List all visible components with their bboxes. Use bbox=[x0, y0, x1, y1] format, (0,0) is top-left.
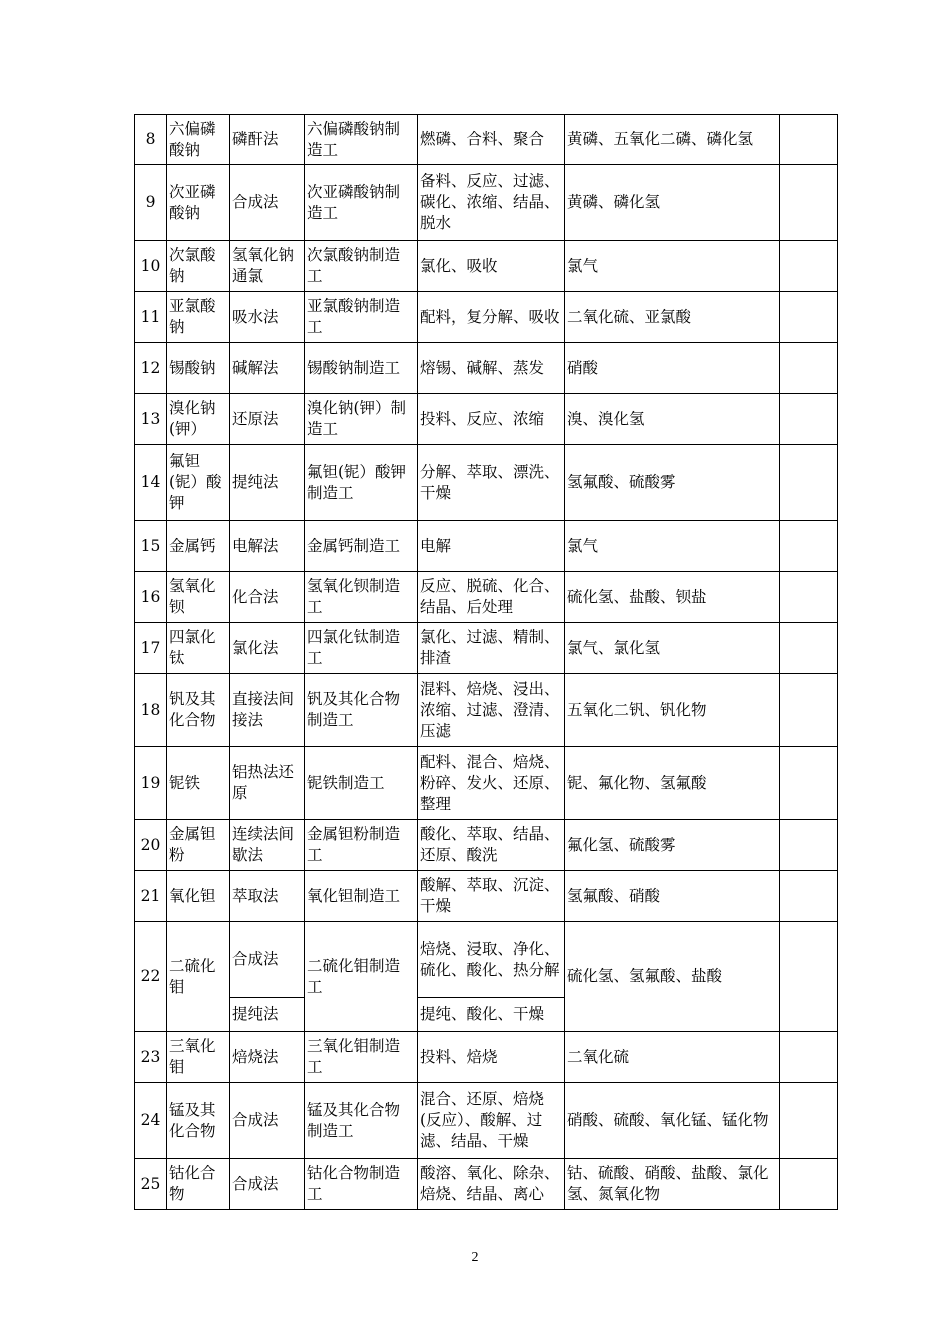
job-title: 溴化钠(钾）制造工 bbox=[305, 394, 418, 445]
product-name: 氢氧化钡 bbox=[167, 572, 230, 623]
remarks bbox=[780, 1032, 838, 1083]
process-steps: 电解 bbox=[418, 521, 565, 572]
job-title: 锡酸钠制造工 bbox=[305, 343, 418, 394]
process-steps: 熔锡、碱解、蒸发 bbox=[418, 343, 565, 394]
production-method: 合成法 bbox=[230, 165, 305, 241]
process-steps: 混料、焙烧、浸出、浓缩、过滤、澄清、压滤 bbox=[418, 674, 565, 747]
job-title: 三氧化钼制造工 bbox=[305, 1032, 418, 1083]
process-steps: 焙烧、浸取、净化、硫化、酸化、热分解 bbox=[418, 922, 565, 998]
hazardous-substances: 黄磷、磷化氢 bbox=[565, 165, 780, 241]
job-title: 钒及其化合物制造工 bbox=[305, 674, 418, 747]
product-name: 金属钽粉 bbox=[167, 820, 230, 871]
table-row bbox=[135, 1032, 838, 1083]
process-steps: 氯化、过滤、精制、排渣 bbox=[418, 623, 565, 674]
row-number: 22 bbox=[135, 922, 167, 1032]
job-title: 二硫化钼制造工 bbox=[305, 922, 418, 1032]
row-number: 8 bbox=[135, 115, 167, 165]
job-title: 亚氯酸钠制造工 bbox=[305, 292, 418, 343]
process-steps: 配料、混合、焙烧、粉碎、发火、还原、整理 bbox=[418, 747, 565, 820]
product-name: 亚氯酸钠 bbox=[167, 292, 230, 343]
job-title: 钴化合物制造工 bbox=[305, 1159, 418, 1210]
product-name: 二硫化钼 bbox=[167, 922, 230, 1032]
production-method: 电解法 bbox=[230, 521, 305, 572]
production-method: 提纯法 bbox=[230, 445, 305, 521]
hazardous-substances: 二氧化硫 bbox=[565, 1032, 780, 1083]
row-number: 18 bbox=[135, 674, 167, 747]
row-number: 14 bbox=[135, 445, 167, 521]
process-steps: 反应、脱硫、化合、结晶、后处理 bbox=[418, 572, 565, 623]
production-method: 还原法 bbox=[230, 394, 305, 445]
hazardous-substances: 硫化氢、氢氟酸、盐酸 bbox=[565, 922, 780, 1032]
row-number: 25 bbox=[135, 1159, 167, 1210]
production-method: 吸水法 bbox=[230, 292, 305, 343]
job-title: 四氯化钛制造工 bbox=[305, 623, 418, 674]
hazardous-substances: 氯气、氯化氢 bbox=[565, 623, 780, 674]
product-name: 次氯酸钠 bbox=[167, 241, 230, 292]
table-row bbox=[135, 747, 838, 820]
table-row bbox=[135, 394, 838, 445]
table-row bbox=[135, 165, 838, 241]
remarks bbox=[780, 521, 838, 572]
product-name: 次亚磷酸钠 bbox=[167, 165, 230, 241]
row-number: 12 bbox=[135, 343, 167, 394]
hazardous-substances: 五氧化二钒、钒化物 bbox=[565, 674, 780, 747]
row-number: 13 bbox=[135, 394, 167, 445]
row-number: 15 bbox=[135, 521, 167, 572]
job-title: 铌铁制造工 bbox=[305, 747, 418, 820]
remarks bbox=[780, 394, 838, 445]
table-row bbox=[135, 1083, 838, 1159]
production-method: 合成法 bbox=[230, 1083, 305, 1159]
hazardous-substances: 硫化氢、盐酸、钡盐 bbox=[565, 572, 780, 623]
remarks bbox=[780, 820, 838, 871]
row-number: 19 bbox=[135, 747, 167, 820]
process-steps: 酸解、萃取、沉淀、干燥 bbox=[418, 871, 565, 922]
process-steps: 氯化、吸收 bbox=[418, 241, 565, 292]
remarks bbox=[780, 922, 838, 1032]
remarks bbox=[780, 292, 838, 343]
process-steps: 酸化、萃取、结晶、还原、酸洗 bbox=[418, 820, 565, 871]
job-title: 锰及其化合物制造工 bbox=[305, 1083, 418, 1159]
page-number: 2 bbox=[471, 1250, 479, 1265]
hazardous-substances: 二氧化硫、亚氯酸 bbox=[565, 292, 780, 343]
production-method: 磷酐法 bbox=[230, 115, 305, 165]
hazardous-substances: 氢氟酸、硫酸雾 bbox=[565, 445, 780, 521]
hazardous-substances: 氯气 bbox=[565, 521, 780, 572]
remarks bbox=[780, 1159, 838, 1210]
hazardous-substances: 硝酸 bbox=[565, 343, 780, 394]
remarks bbox=[780, 165, 838, 241]
product-name: 六偏磷酸钠 bbox=[167, 115, 230, 165]
production-method: 氯化法 bbox=[230, 623, 305, 674]
remarks bbox=[780, 674, 838, 747]
table-row bbox=[135, 292, 838, 343]
row-number: 20 bbox=[135, 820, 167, 871]
process-steps: 备料、反应、过滤、碳化、浓缩、结晶、脱水 bbox=[418, 165, 565, 241]
product-name: 金属钙 bbox=[167, 521, 230, 572]
row-number: 21 bbox=[135, 871, 167, 922]
job-title: 氟钽(铌）酸钾制造工 bbox=[305, 445, 418, 521]
table-row bbox=[135, 820, 838, 871]
row-number: 24 bbox=[135, 1083, 167, 1159]
row-number: 17 bbox=[135, 623, 167, 674]
production-method: 提纯法 bbox=[230, 998, 305, 1032]
hazardous-substances: 氢氟酸、硝酸 bbox=[565, 871, 780, 922]
process-steps: 提纯、酸化、干燥 bbox=[418, 998, 565, 1032]
product-name: 溴化钠(钾） bbox=[167, 394, 230, 445]
production-method: 合成法 bbox=[230, 1159, 305, 1210]
product-name: 锡酸钠 bbox=[167, 343, 230, 394]
job-title: 六偏磷酸钠制造工 bbox=[305, 115, 418, 165]
job-title: 金属钙制造工 bbox=[305, 521, 418, 572]
table-row bbox=[135, 521, 838, 572]
table-row bbox=[135, 674, 838, 747]
hazardous-substances: 黄磷、五氧化二磷、磷化氢 bbox=[565, 115, 780, 165]
remarks bbox=[780, 241, 838, 292]
product-name: 铌铁 bbox=[167, 747, 230, 820]
product-name: 锰及其化合物 bbox=[167, 1083, 230, 1159]
row-number: 10 bbox=[135, 241, 167, 292]
table-row bbox=[135, 241, 838, 292]
product-name: 四氯化钛 bbox=[167, 623, 230, 674]
remarks bbox=[780, 343, 838, 394]
table-row bbox=[135, 623, 838, 674]
remarks bbox=[780, 445, 838, 521]
product-name: 氟钽(铌）酸钾 bbox=[167, 445, 230, 521]
table-row bbox=[135, 115, 838, 165]
production-method: 合成法 bbox=[230, 922, 305, 998]
remarks bbox=[780, 747, 838, 820]
job-title: 次亚磷酸钠制造工 bbox=[305, 165, 418, 241]
hazardous-substances: 钴、硫酸、硝酸、盐酸、氯化氢、氮氧化物 bbox=[565, 1159, 780, 1210]
chemical-occupation-table bbox=[134, 114, 838, 1210]
production-method: 连续法间歇法 bbox=[230, 820, 305, 871]
hazardous-substances: 氟化氢、硫酸雾 bbox=[565, 820, 780, 871]
process-steps: 投料、焙烧 bbox=[418, 1032, 565, 1083]
process-steps: 酸溶、氧化、除杂、焙烧、结晶、离心 bbox=[418, 1159, 565, 1210]
production-method: 化合法 bbox=[230, 572, 305, 623]
production-method: 焙烧法 bbox=[230, 1032, 305, 1083]
production-method: 铝热法还原 bbox=[230, 747, 305, 820]
row-number: 9 bbox=[135, 165, 167, 241]
job-title: 氢氧化钡制造工 bbox=[305, 572, 418, 623]
remarks bbox=[780, 572, 838, 623]
table-row bbox=[135, 572, 838, 623]
remarks bbox=[780, 1083, 838, 1159]
row-number: 16 bbox=[135, 572, 167, 623]
hazardous-substances: 溴、溴化氢 bbox=[565, 394, 780, 445]
product-name: 钴化合物 bbox=[167, 1159, 230, 1210]
production-method: 碱解法 bbox=[230, 343, 305, 394]
hazardous-substances: 铌、氟化物、氢氟酸 bbox=[565, 747, 780, 820]
hazardous-substances: 氯气 bbox=[565, 241, 780, 292]
row-number: 23 bbox=[135, 1032, 167, 1083]
product-name: 氧化钽 bbox=[167, 871, 230, 922]
process-steps: 混合、还原、焙烧(反应）、酸解、过滤、结晶、干燥 bbox=[418, 1083, 565, 1159]
product-name: 钒及其化合物 bbox=[167, 674, 230, 747]
job-title: 氧化钽制造工 bbox=[305, 871, 418, 922]
production-method: 直接法间接法 bbox=[230, 674, 305, 747]
table-row bbox=[135, 922, 838, 998]
process-steps: 配料，复分解、吸收 bbox=[418, 292, 565, 343]
table-row bbox=[135, 871, 838, 922]
process-steps: 燃磷、合料、聚合 bbox=[418, 115, 565, 165]
product-name: 三氧化钼 bbox=[167, 1032, 230, 1083]
table-row bbox=[135, 445, 838, 521]
process-steps: 分解、萃取、漂洗、干燥 bbox=[418, 445, 565, 521]
remarks bbox=[780, 623, 838, 674]
hazardous-substances: 硝酸、硫酸、氧化锰、锰化物 bbox=[565, 1083, 780, 1159]
production-method: 氢氧化钠通氯 bbox=[230, 241, 305, 292]
job-title: 次氯酸钠制造工 bbox=[305, 241, 418, 292]
remarks bbox=[780, 871, 838, 922]
row-number: 11 bbox=[135, 292, 167, 343]
remarks bbox=[780, 115, 838, 165]
production-method: 萃取法 bbox=[230, 871, 305, 922]
process-steps: 投料、反应、浓缩 bbox=[418, 394, 565, 445]
job-title: 金属钽粉制造工 bbox=[305, 820, 418, 871]
table-row bbox=[135, 343, 838, 394]
table-row bbox=[135, 1159, 838, 1210]
